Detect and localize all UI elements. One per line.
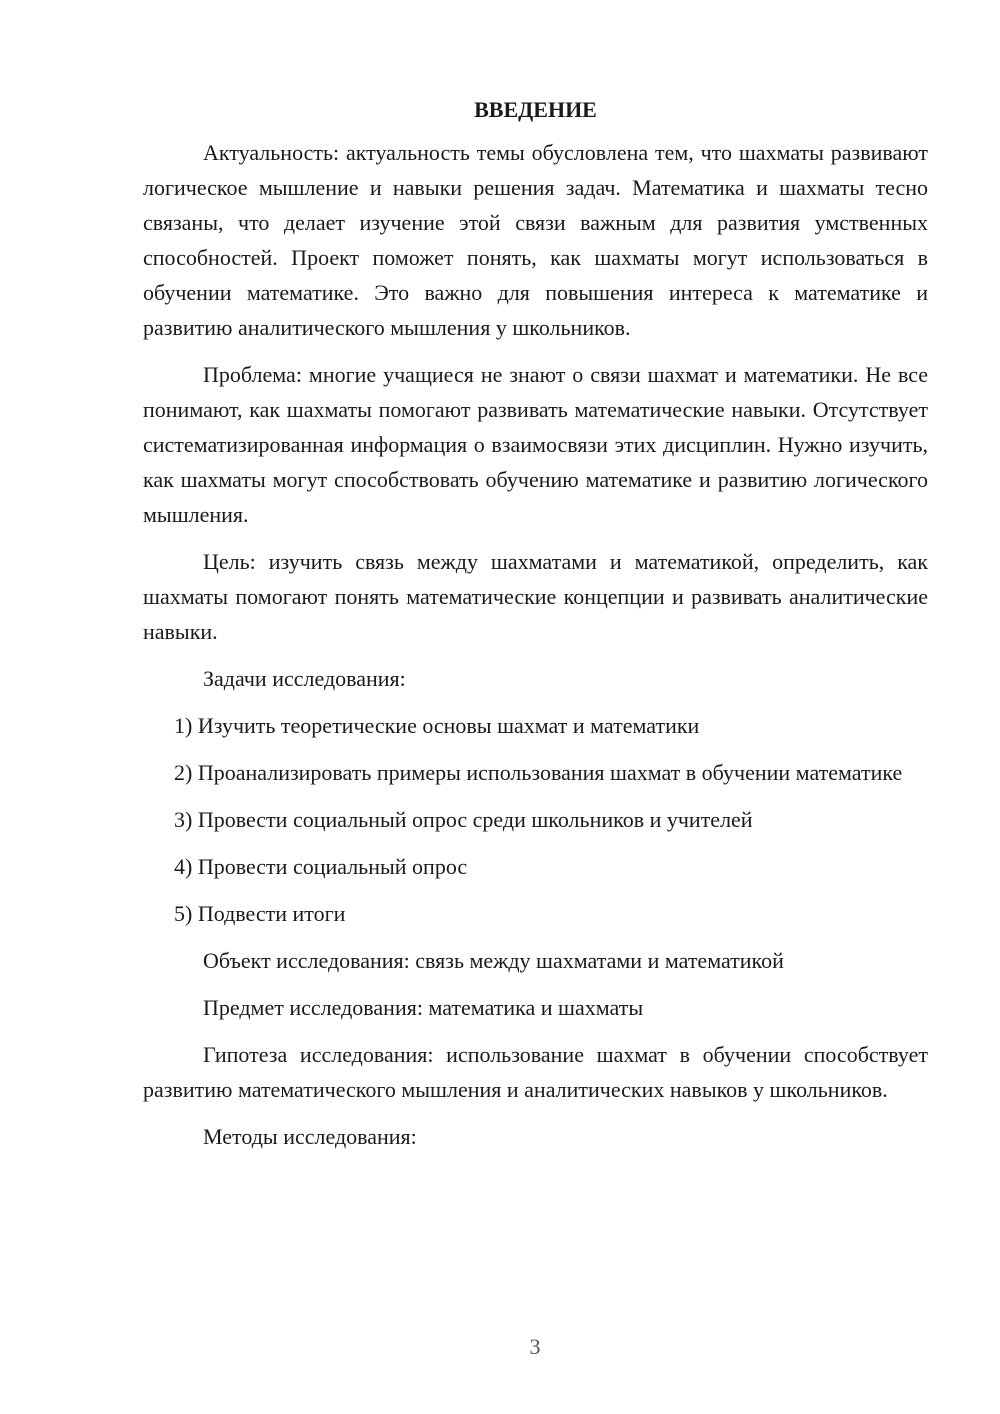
document-page (143, 95, 928, 1166)
page-number: 3 (529, 1334, 541, 1359)
task-item-1: 1) Изучить теоретические основы шахмат и математики (174, 713, 700, 738)
paragraph-goal: Цель: изучить связь между шахматами и математикой, определить, как шахматы помогают понять математические концепции и развивать аналитические навыки. (143, 549, 928, 644)
paragraph-methods: Методы исследования: (203, 1124, 417, 1149)
paragraph-subject: Предмет исследования: математика и шахматы (203, 995, 644, 1020)
paragraph-problem: Проблема: многие учащиеся не знают о связи шахмат и математики. Не все понимают, как шахматы помогают развивать математические навыки. Отсутствует систематизированная информация о взаимосвязи этих дисциплин. Нужно изучить, как шахматы могут способствовать обучению математике и развитию логического мышления. (143, 362, 928, 527)
paragraph-hypothesis: Гипотеза исследования: использование шахмат в обучении способствует развитию математического мышления и аналитических навыков у школьников. (143, 1042, 928, 1102)
task-item-5: 5) Подвести итоги (174, 901, 346, 926)
task-item-2: 2) Проанализировать примеры использования шахмат в обучении математике (174, 760, 903, 785)
task-item-3: 3) Провести социальный опрос среди школьников и учителей (174, 807, 753, 832)
paragraph-relevance: Актуальность: актуальность темы обусловлена тем, что шахматы развивают логическое мышление и навыки решения задач. Математика и шахматы тесно связаны, что делает изучение этой связи важным для развития умственных способностей. Проект поможет понять, как шахматы могут использоваться в обучении математике. Это важно для повышения интереса к математике и развитию аналитического мышления у школьников. (143, 140, 928, 340)
task-item-4: 4) Провести социальный опрос (174, 854, 468, 879)
tasks-title: Задачи исследования: (203, 666, 406, 691)
paragraph-object: Объект исследования: связь между шахматами и математикой (203, 948, 784, 973)
document-heading: ВВЕДЕНИЕ (474, 97, 597, 122)
